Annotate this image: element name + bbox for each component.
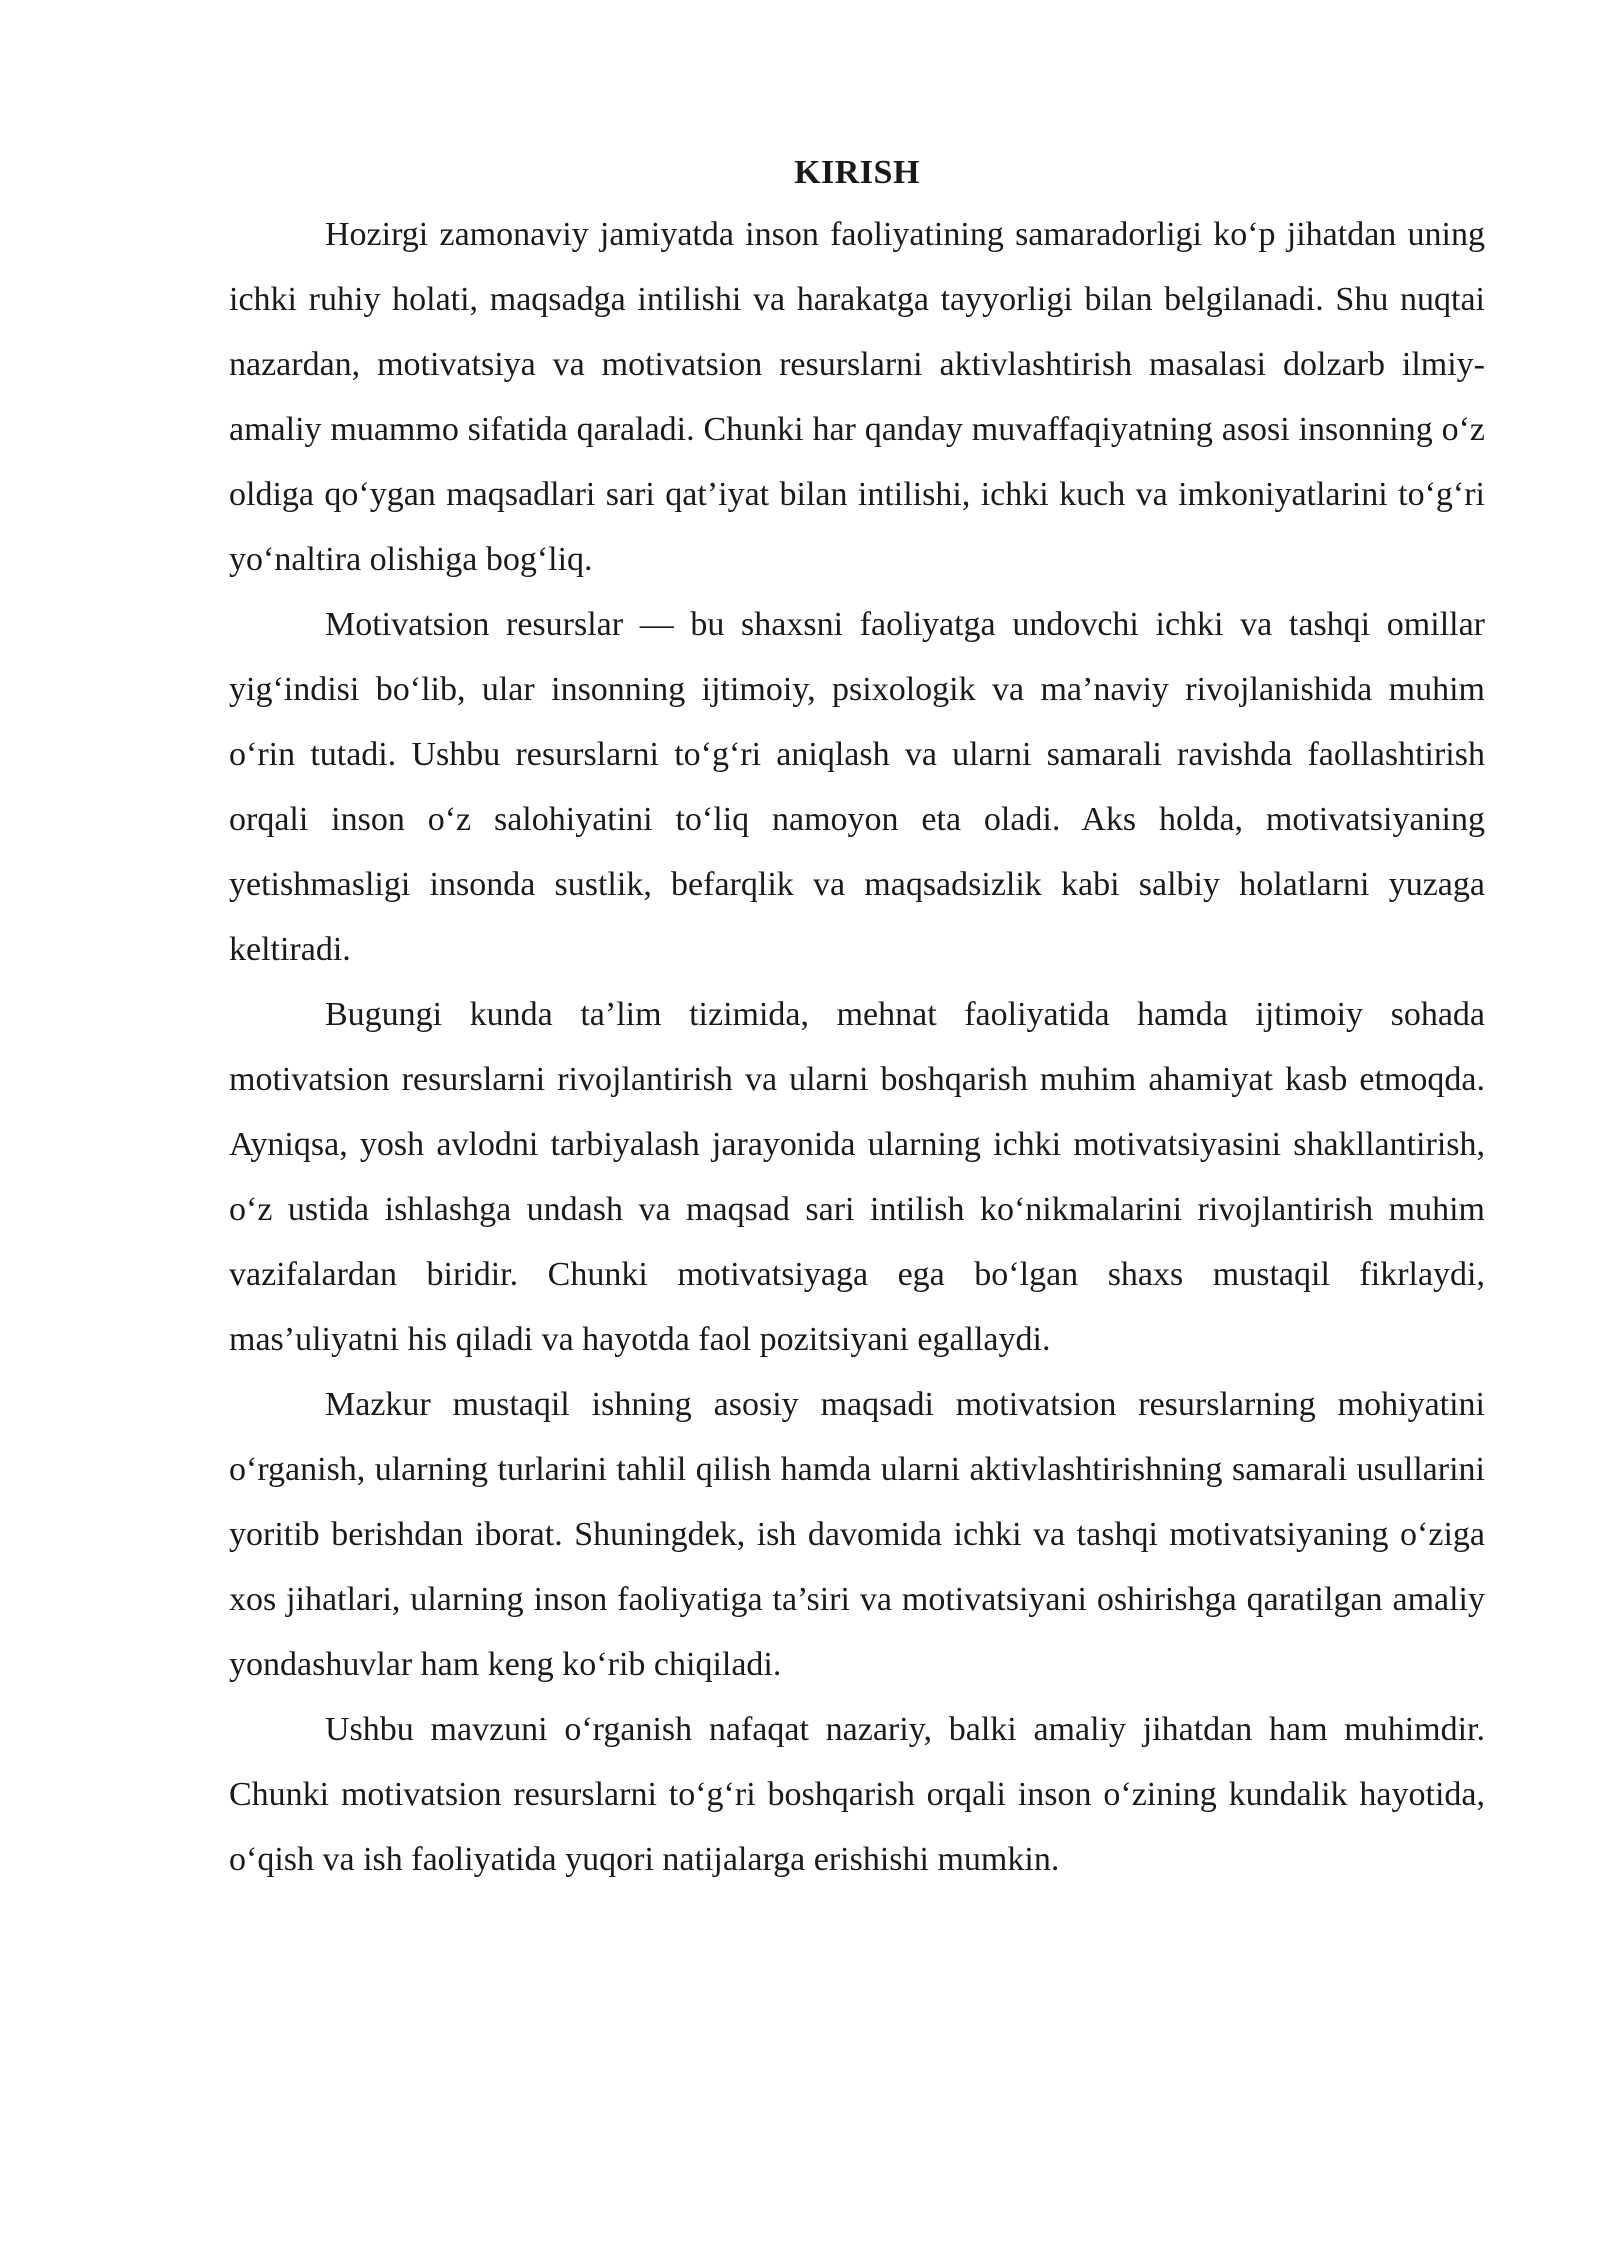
document-page xyxy=(229,148,1485,1892)
paragraph: Motivatsion resurslar — bu shaxsni faoliyatga undovchi ichki va tashqi omillar yig‘indisi bo‘lib, ular insonning ijtimoiy, psixologik va ma’naviy rivojlanishida muhim o‘rin tutadi. Ushbu resurslarni to‘g‘ri aniqlash va ularni samarali ravishda faollashtirish orqali inson o‘z salohiyatini to‘liq namoyon eta oladi. Aks holda, motivatsiyaning yetishmasligi insonda sustlik, befarqlik va maqsadsizlik kabi salbiy holatlarni yuzaga keltiradi. xyxy=(229,606,1485,968)
paragraph: Mazkur mustaqil ishning asosiy maqsadi motivatsion resurslarning mohiyatini o‘rganish, ularning turlarini tahlil qilish hamda ularni aktivlashtirishning samarali usullarini yoritib berishdan iborat. Shuningdek, ish davomida ichki va tashqi motivatsiyaning o‘ziga xos jihatlari, ularning inson faoliyatiga ta’siri va motivatsiyani oshirishga qaratilgan amaliy yondashuvlar ham keng ko‘rib chiqiladi. xyxy=(229,1386,1485,1683)
page-title: KIRISH xyxy=(794,154,920,191)
paragraph: Hozirgi zamonaviy jamiyatda inson faoliyatining samaradorligi ko‘p jihatdan uning ichki ruhiy holati, maqsadga intilishi va harakatga tayyorligi bilan belgilanadi. Shu nuqtai nazardan, motivatsiya va motivatsion resurslarni aktivlashtirish masalasi dolzarb ilmiy-amaliy muammo sifatida qaraladi. Chunki har qanday muvaffaqiyatning asosi insonning o‘z oldiga qo‘ygan maqsadlari sari qat’iyat bilan intilishi, ichki kuch va imkoniyatlarini to‘g‘ri yo‘naltira olishiga bog‘liq. xyxy=(229,216,1485,578)
paragraph: Bugungi kunda ta’lim tizimida, mehnat faoliyatida hamda ijtimoiy sohada motivatsion resurslarni rivojlantirish va ularni boshqarish muhim ahamiyat kasb etmoqda. Ayniqsa, yosh avlodni tarbiyalash jarayonida ularning ichki motivatsiyasini shakllantirish, o‘z ustida ishlashga undash va maqsad sari intilish ko‘nikmalarini rivojlantirish muhim vazifalardan biridir. Chunki motivatsiyaga ega bo‘lgan shaxs mustaqil fikrlaydi, mas’uliyatni his qiladi va hayotda faol pozitsiyani egallaydi. xyxy=(229,996,1485,1358)
paragraph: Ushbu mavzuni o‘rganish nafaqat nazariy, balki amaliy jihatdan ham muhimdir. Chunki motivatsion resurslarni to‘g‘ri boshqarish orqali inson o‘zining kundalik hayotida, o‘qish va ish faoliyatida yuqori natijalarga erishishi mumkin. xyxy=(229,1711,1485,1878)
